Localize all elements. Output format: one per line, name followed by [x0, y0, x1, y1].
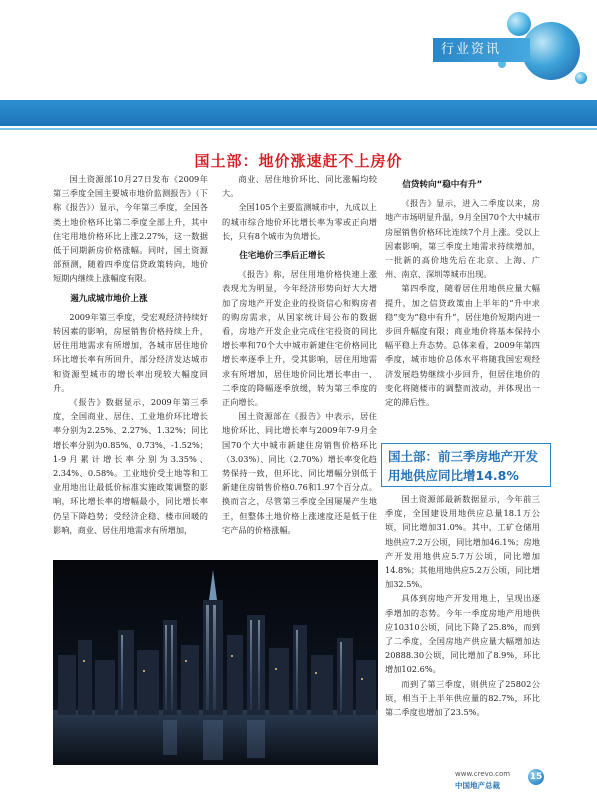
header-band-line	[0, 128, 597, 130]
paragraph: 国土资源部在《报告》中表示，居住地价环比、同比增长率与2009年7-9月全国70个大中城市新建住房销售价格环比（3.03%）、同比（2.70%）增长率变化趋势保持一致，但环比、同比增幅分别低于新建住房销售价格0.76和1.97个百分点。换而言之，尽管第三季度全国屡屡产生地王，但整体土地价格上涨速度还是低于住宅产品的价格涨幅。	[222, 411, 377, 535]
paragraph: 商业、居住地价环比、同比涨幅均较大。	[222, 174, 377, 199]
decor-bubble-small	[575, 72, 587, 84]
paragraph: 国土资源部最新数据显示，今年前三季度，全国建设用地供应总量18.1万公顷，同比增加31.0%。其中，工矿仓储用地供应7.2万公顷，同比增加46.1%；房地产开发用地供应5.7万公顷，同比增加14.8%；其他用地供应5.2万公顷，同比增加32.5%。	[385, 494, 540, 590]
paragraph: 《报告》称，居住用地价格快速上涨表现尤为明显，今年经济形势向好大大增加了房地产开发企业的投资信心和购房者的购房需求，从国家统计局公布的数据看，房地产开发企业完成住宅投资的同比增长率和70个大中城市新建住宅价格同比增长率逐季上升，受其影响，居住用地需求有所增加，居住地价同比增长率由一、二季度的降幅逐季放缓，转为第三季度的正向增长。	[222, 269, 377, 408]
paragraph: 《报告》显示，进入二季度以来，房地产市场明显升温，9月全国70个大中城市房屋销售价格环比连续7个月上涨。受以上因素影响，第三季度土地需求持续增加，一批新的高价地先后在北京、上海、广州、南京、深圳等城市出现。	[385, 198, 540, 280]
column-2	[222, 172, 377, 537]
subheading: 遏九成城市地价上涨	[70, 293, 148, 304]
paragraph: 而到了第三季度，则供应了25802公顷，相当于上半年供应量的82.7%，环比第二季度也增加了23.5%。	[385, 678, 540, 718]
header-blue-band	[0, 100, 597, 126]
paragraph: 国土资源部10月27日发布《2009年第三季度全国主要城市地价监测报告》（下称《报告》）显示，今年第三季度，全国各类土地价格环比第二季度全部上升，其中住宅用地价格环比上涨2.27%，这一数据低于同期新房价格涨幅。同时，国土资源部预测，随着四季度信贷政策转向，地价短期内继续上涨幅度有限。	[53, 174, 208, 284]
section-tag: 行业资讯	[433, 38, 530, 62]
subheading: 住宅地价三季后正增长	[239, 251, 326, 262]
paragraph: 第四季度，随着居住用地供应量大幅提升，加之信贷政策由上半年的“升中求稳”变为“稳中有升”，居住地价短期内进一步回升幅度有限；商业地价将基本保持小幅平稳上升态势。总体来看，2009年第四季度，城市地价总体水平将随我国宏观经济发展趋势继续小步回升，但居住地价的变化将随楼市的调整而波动，并体现出一定的滞后性。	[385, 283, 540, 408]
sidebar-box-title: 国土部：前三季房地产开发用地供应同比增14.8%	[381, 443, 551, 487]
footer-magazine-name: 中国地产总裁	[455, 781, 500, 790]
column-3	[385, 172, 540, 409]
article-title: 国土部：地价涨速赶不上房价	[194, 152, 403, 170]
paragraph: 全国105个主要监测城市中，九成以上的城市综合地价环比增长率为零或正向增长，只有8个城市为负增长。	[222, 202, 377, 241]
column-1	[53, 172, 208, 537]
page-number: 15	[528, 769, 544, 785]
paragraph: 2009年第三季度，受宏观经济持续好转因素的影响，房屋销售价格持续上升，居住用地需求有所增加，各城市居住地价环比增长率有所回升，部分经济发达城市和资源型城市的增长率出现较大幅度回升。	[53, 311, 208, 393]
city-skyline-photo	[53, 560, 378, 765]
footer-url: www.crevo.com	[455, 770, 511, 778]
decor-bubble-big	[522, 22, 580, 80]
paragraph: 具体到房地产开发用地上，呈现出逐季增加的态势。今年一季度房地产用地供应10310公顷，同比下降了25.8%，而到了二季度，全国房地产供应量大幅增加达20888.30公顷，同比增加了8.9%，环比增加102.6%。	[385, 593, 540, 675]
paragraph: 《报告》数据显示，2009年第三季度，全国商业、居住、工业地价环比增长率分别为2.25%、2.27%、1.32%；同比增长率分别为0.85%、0.73%、-1.52%；1-9月累计增长率分别为3.35%、2.34%、0.58%。工业地价受土地等和工业用地出让最低价标准实施政策调整的影响，环比增长率的增幅最小，同比增长率仍呈下降趋势；受经济企稳、楼市回暖的影响，商业、居住用地需求有所增加，	[53, 397, 208, 535]
skyline-illustration	[53, 560, 378, 765]
page-header	[0, 0, 597, 96]
subheading: 信贷转向“稳中有升”	[402, 180, 483, 190]
sidebar-box-body	[385, 492, 540, 719]
